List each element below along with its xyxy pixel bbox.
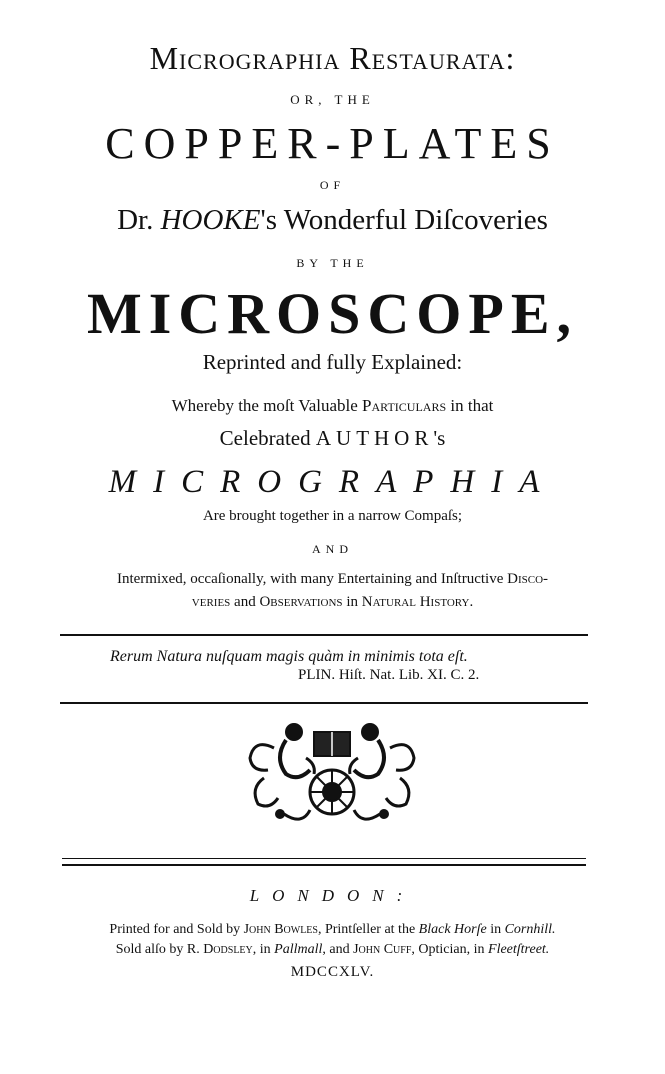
printers-ornament-icon (244, 718, 420, 828)
of-line (0, 178, 665, 193)
hooke-line (0, 204, 665, 237)
celebrated-author-line (0, 426, 665, 451)
ornament-svg (244, 718, 420, 828)
observations-text: Observations (259, 594, 343, 610)
imprint-black-horse: Black Horſe (418, 922, 487, 937)
natural-history-text: Natural History (361, 594, 470, 610)
imprint-line-1 (0, 922, 665, 938)
imprint-city-text: LONDON: (249, 886, 416, 905)
brought-together-line (0, 508, 665, 525)
of-text: OF (319, 178, 346, 192)
intermixed-line (0, 571, 665, 588)
copper-plates-heading (0, 118, 665, 169)
epigraph-citation (298, 667, 479, 684)
imprint-city (0, 886, 665, 906)
epigraph-top-rule (60, 634, 588, 636)
microscope-text: MICROSCOPE, (86, 281, 579, 346)
imprint-cornhill: Cornhill. (504, 922, 556, 937)
intermixed-text: Intermixed, occaſionally, with many Entertaining and Inſtructive (116, 571, 508, 587)
main-title (0, 40, 665, 77)
or-the-text: OR, THE (290, 92, 375, 107)
reprinted-line (0, 350, 665, 375)
in-connector-text: in (342, 594, 362, 610)
and-connector-text: and (230, 594, 260, 610)
imprint-top-rule-1 (62, 858, 586, 859)
micrographia-heading (0, 464, 665, 501)
imprint-pallmall: Pallmall (274, 942, 323, 957)
imprint-2c: , in (252, 942, 275, 957)
imprint-year-text: MDCCXLV. (290, 964, 375, 980)
epigraph-citation-text: PLIN. Hiſt. Nat. Lib. XI. C. 2. (298, 667, 480, 683)
copper-plates-text: COPPER-PLATES (105, 119, 560, 168)
discoveries-hyphen-text: Disco- (507, 571, 549, 587)
whereby-part-2: in that (446, 396, 494, 415)
and-text: AND (312, 542, 353, 556)
brought-together-text: Are brought together in a narrow Compaſs; (202, 508, 463, 524)
observations-line (0, 594, 665, 611)
imprint-dodsley: R. Dodsley (186, 942, 253, 957)
imprint-top-rule-2 (62, 864, 586, 866)
hooke-name: HOOKE (160, 204, 261, 236)
period-text: . (469, 594, 474, 610)
by-the-line (0, 256, 665, 271)
veries-text: veries (191, 594, 231, 610)
epigraph-quote-text: Rerum Natura nuſquam magis quàm in minimis tota eſt. (110, 648, 468, 665)
imprint-2a: Sold alſo by (115, 942, 187, 957)
hooke-line-part-2: 's Wonderful Diſcoveries (260, 204, 548, 236)
or-the-line (0, 92, 665, 108)
microscope-heading (0, 280, 665, 347)
author-possessive: 's (433, 426, 446, 450)
imprint-year (0, 964, 665, 981)
micrographia-text: MICROGRAPHIA (108, 464, 557, 500)
main-title-text: Micrographia Restaurata: (149, 40, 516, 76)
epigraph-bottom-rule (60, 702, 588, 704)
hooke-line-part-1: Dr. (117, 204, 161, 236)
imprint-line-2 (0, 942, 665, 958)
epigraph-quote (110, 648, 468, 666)
imprint-bowles: John Bowles (243, 922, 318, 937)
by-the-text: BY THE (296, 256, 369, 270)
imprint-1c: , Printſeller at the (317, 922, 419, 937)
and-line (0, 542, 665, 557)
particulars-text: Particulars (362, 396, 447, 415)
whereby-part-1: Whereby the moſt Valuable (171, 396, 363, 415)
imprint-fleetstreet: Fleetſtreet. (488, 942, 550, 957)
imprint-1e: in (486, 922, 505, 937)
imprint-1a: Printed for and Sold by (109, 922, 244, 937)
celebrated-text: Celebrated (219, 426, 316, 450)
imprint-2e: , and (322, 942, 354, 957)
reprinted-text: Reprinted and fully Explained: (202, 350, 463, 374)
author-text: AUTHOR (315, 426, 434, 450)
imprint-cuff: John Cuff (353, 942, 412, 957)
whereby-line (0, 396, 665, 416)
imprint-2g: , Optician, in (411, 942, 489, 957)
